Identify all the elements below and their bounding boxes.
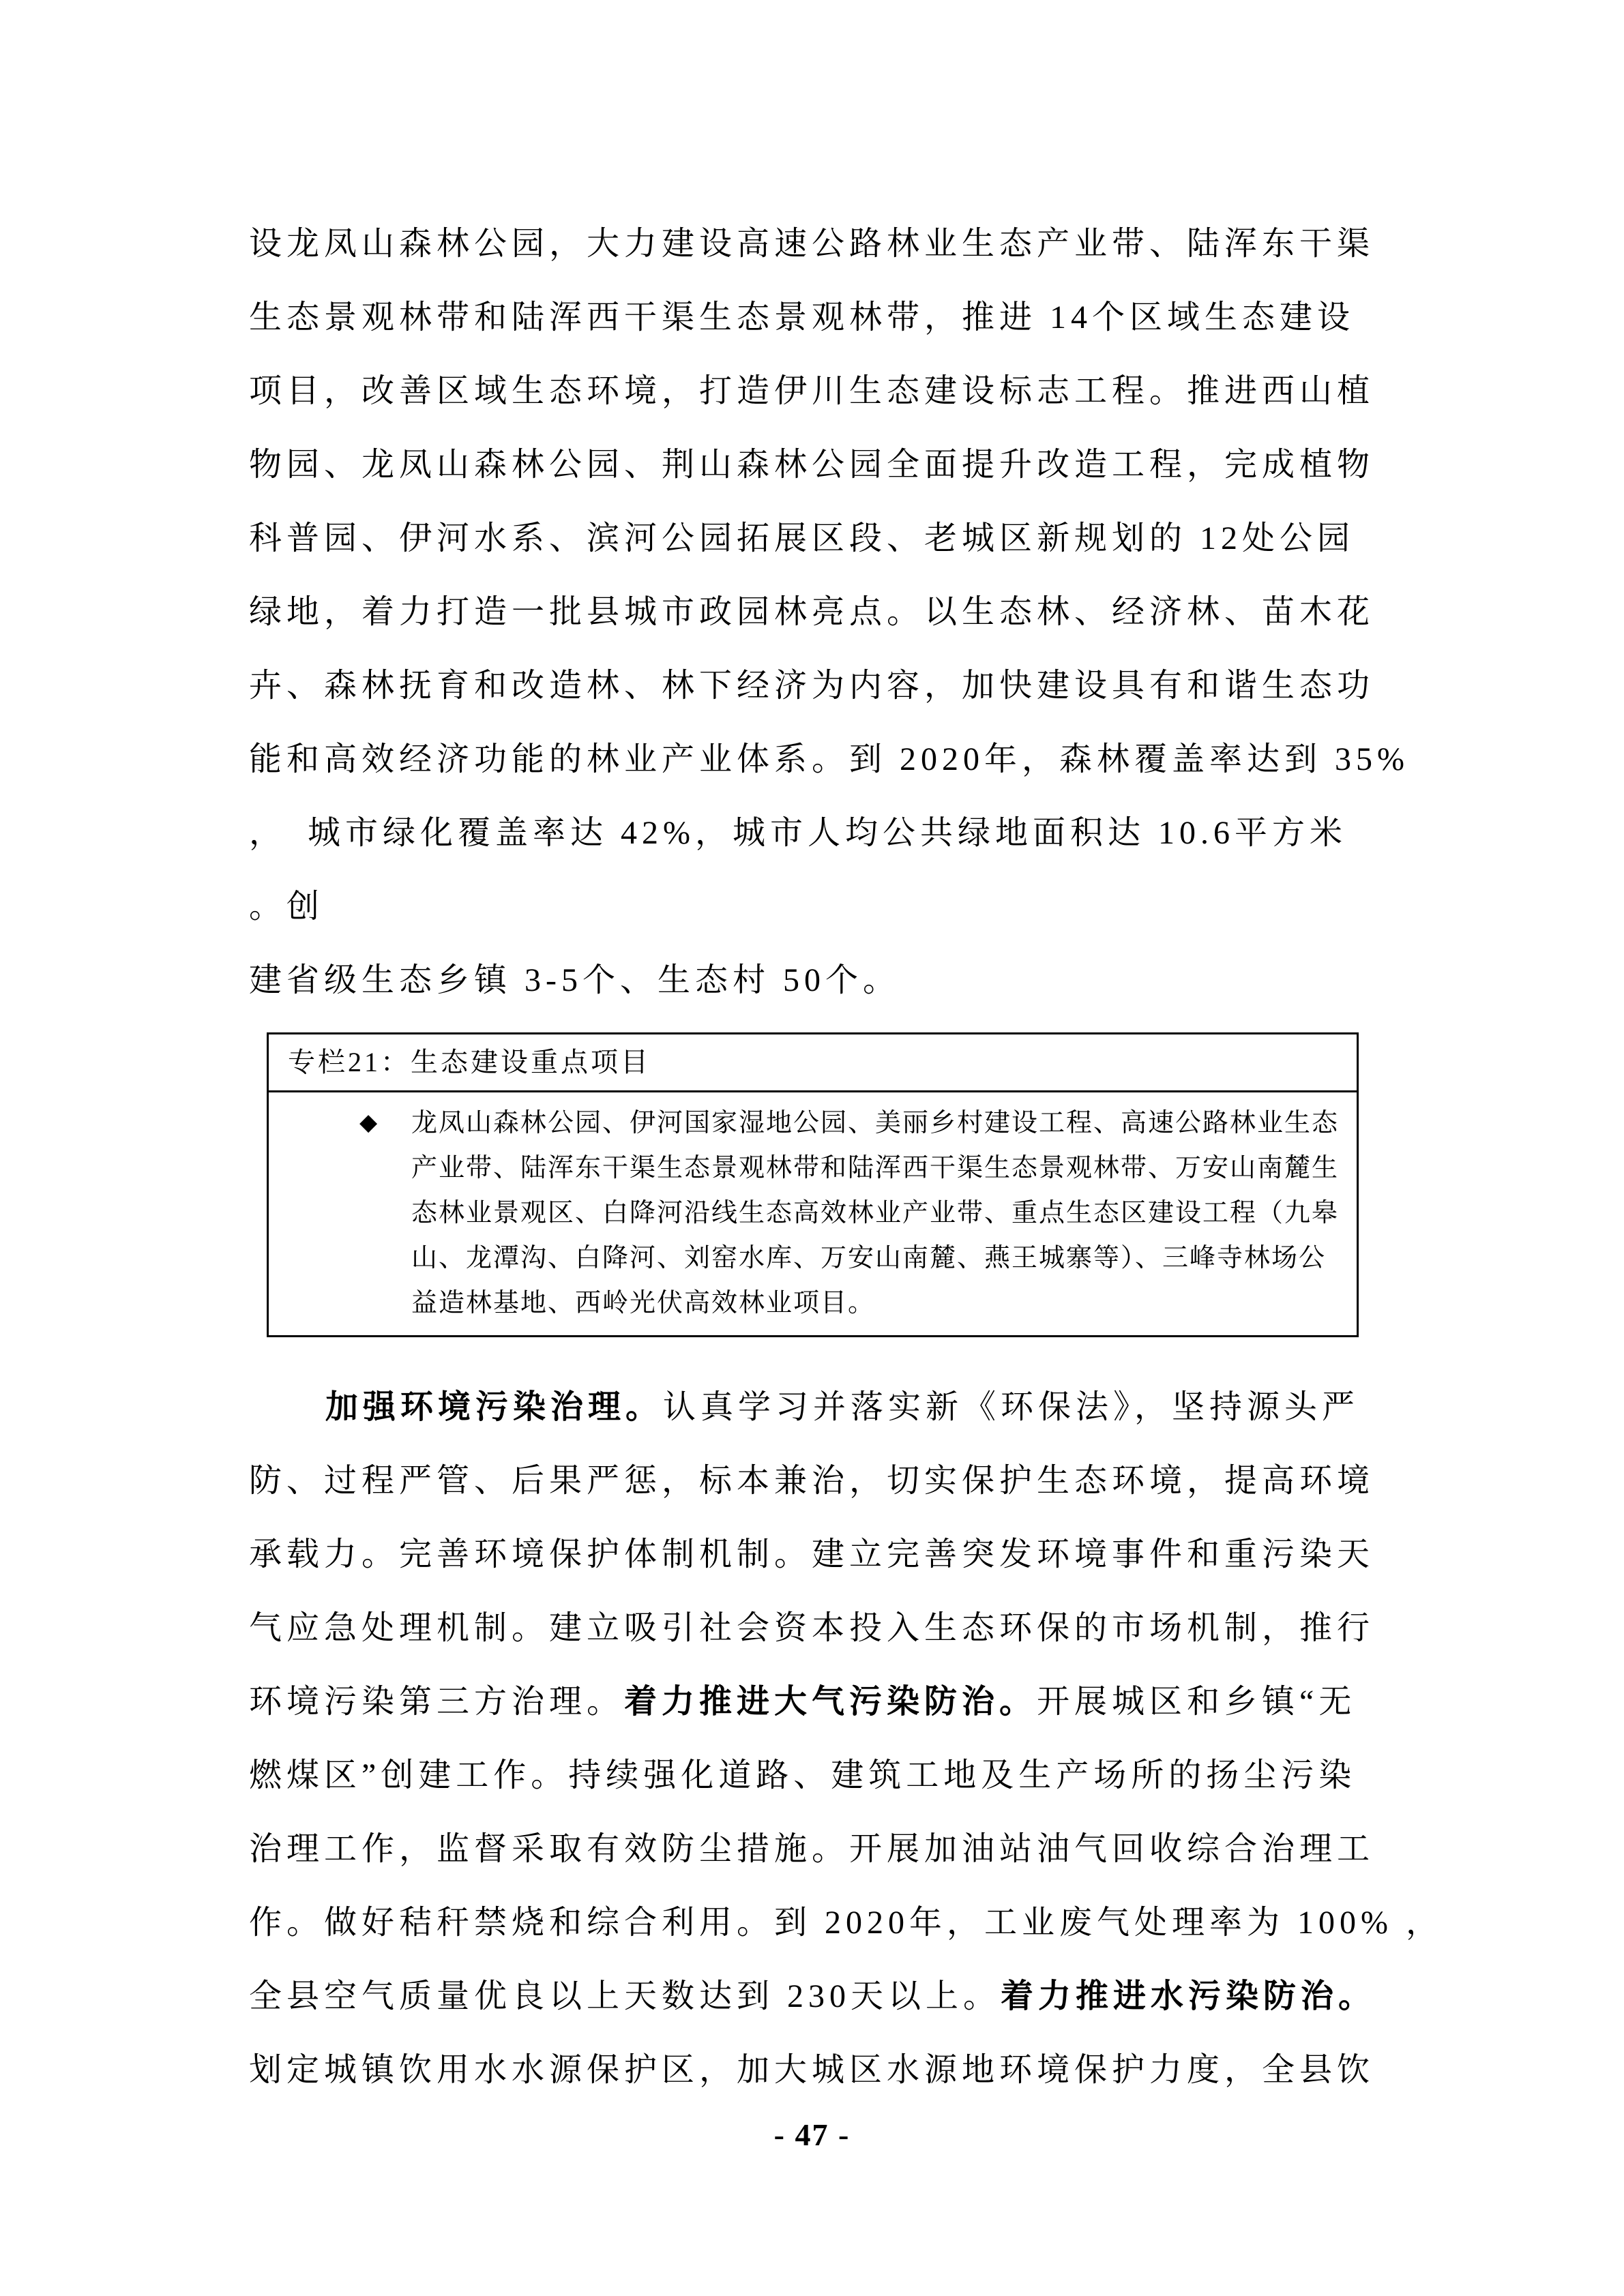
text-line xyxy=(249,1886,1443,1960)
text-segment: 山、龙潭沟、白降河、刘窑水库、万安山南麓、燕王城寨等）、三峰寺林场公 xyxy=(411,1244,1327,1272)
text-line xyxy=(411,1146,1357,1191)
text-line xyxy=(249,1960,1381,2033)
text-segment: 能和高效经济功能的林业产业体系。到 2020年，森林覆盖率达到 35% xyxy=(249,741,1409,777)
text-line xyxy=(249,1518,1381,1592)
diamond-bullet-icon: ◆ xyxy=(359,1110,378,1135)
text-segment: 作。做好秸秆禁烧和综合利用。到 2020年，工业废气处理率为 100% ， xyxy=(249,1905,1443,1941)
text-line xyxy=(249,502,1381,576)
paragraph-ecology-construction xyxy=(249,207,1409,1017)
text-segment: 设龙凤山森林公园，大力建设高速公路林业生态产业带、陆浑东干渠 xyxy=(249,226,1375,262)
text-segment: 科普园、伊河水系、滨河公园拓展区段、老城区新规划的 12处公园 xyxy=(249,520,1355,556)
text-segment: 产业带、陆浑东干渠生态景观林带和陆浑西干渠生态景观林带、万安山南麓生 xyxy=(411,1154,1340,1182)
text-segment: 建省级生态乡镇 3-5个、生态村 50个。 xyxy=(249,962,900,998)
text-line xyxy=(249,2033,1381,2107)
text-segment: 治理工作，监督采取有效防尘措施。开展加油站油气回收综合治理工 xyxy=(249,1831,1375,1867)
text-line xyxy=(249,1371,1381,1444)
text-segment: ， 城市绿化覆盖率达 42%，城市人均公共绿地面积达 10.6平方米 xyxy=(249,815,1347,851)
text-segment-bold: 加强环境污染治理。 xyxy=(325,1389,664,1425)
text-segment: 绿地，着力打造一批县城市政园林亮点。以生态林、经济林、苗木花 xyxy=(249,594,1375,630)
text-segment: 承载力。完善环境保护体制机制。建立完善突发环境事件和重污染天 xyxy=(249,1536,1375,1572)
text-segment: 卉、森林抚育和改造林、林下经济为内容，加快建设具有和谐生态功 xyxy=(249,668,1375,704)
text-line xyxy=(249,649,1381,723)
text-line xyxy=(249,576,1381,649)
paragraph-pollution-control xyxy=(249,1371,1443,2107)
feature-box-title xyxy=(269,1034,1357,1092)
text-line xyxy=(249,207,1381,281)
feature-box-21 xyxy=(267,1032,1359,1337)
text-segment: 物园、龙凤山森林公园、荆山森林公园全面提升改造工程，完成植物 xyxy=(249,447,1375,483)
text-line xyxy=(411,1191,1357,1236)
text-segment: 认真学习并落实新《环保法》，坚持源头严 xyxy=(663,1389,1360,1425)
text-segment-bold: 着力推进水污染防治。 xyxy=(1001,1978,1376,2014)
text-line xyxy=(249,796,1381,870)
text-line xyxy=(249,1665,1381,1739)
text-segment: 开展城区和乡镇“无 xyxy=(1037,1684,1357,1720)
text-segment: 防、过程严管、后果严惩，标本兼治，切实保护生态环境，提高环境 xyxy=(249,1463,1375,1499)
text-line xyxy=(249,1739,1381,1813)
text-segment: 态林业景观区、白降河沿线生态高效林业产业带、重点生态区建设工程（九皋 xyxy=(411,1199,1340,1227)
text-segment: 气应急处理机制。建立吸引社会资本投入生态环保的市场机制，推行 xyxy=(249,1610,1375,1646)
feature-box-body xyxy=(269,1092,1357,1335)
text-segment: 项目，改善区域生态环境，打造伊川生态建设标志工程。推进西山植 xyxy=(249,373,1375,409)
page-number-text: - 47 - xyxy=(773,2117,851,2152)
text-line xyxy=(411,1236,1357,1281)
text-segment: 生态景观林带和陆浑西干渠生态景观林带，推进 14个区域生态建设 xyxy=(249,299,1355,336)
text-line xyxy=(249,355,1381,428)
text-line xyxy=(249,944,1381,1017)
text-segment: 全县空气质量优良以上天数达到 230天以上。 xyxy=(249,1978,1001,2014)
text-line xyxy=(249,723,1409,796)
text-segment: 燃煤区”创建工作。持续强化道路、建筑工地及生产场所的扬尘污染 xyxy=(249,1757,1357,1793)
feature-box-title-text: 专栏21：生态建设重点项目 xyxy=(288,1047,651,1077)
text-line xyxy=(411,1281,1357,1326)
text-segment-bold: 着力推进大气污染防治。 xyxy=(624,1684,1037,1720)
text-line xyxy=(249,1813,1381,1886)
text-line xyxy=(249,1444,1381,1518)
text-segment: 龙凤山森林公园、伊河国家湿地公园、美丽乡村建设工程、高速公路林业生态 xyxy=(411,1109,1340,1137)
text-line xyxy=(249,1592,1381,1665)
text-segment: 益造林基地、西岭光伏高效林业项目。 xyxy=(411,1289,876,1317)
text-line xyxy=(249,281,1381,355)
page-number xyxy=(0,2117,1624,2153)
text-segment: 划定城镇饮用水水源保护区，加大城区水源地环境保护力度，全县饮 xyxy=(249,2052,1375,2088)
text-segment: 环境污染第三方治理。 xyxy=(249,1684,625,1720)
text-segment: 。创 xyxy=(249,889,325,925)
feature-box-item xyxy=(411,1101,1357,1326)
text-line xyxy=(249,870,1381,944)
text-line xyxy=(411,1101,1357,1146)
text-line xyxy=(249,428,1381,502)
